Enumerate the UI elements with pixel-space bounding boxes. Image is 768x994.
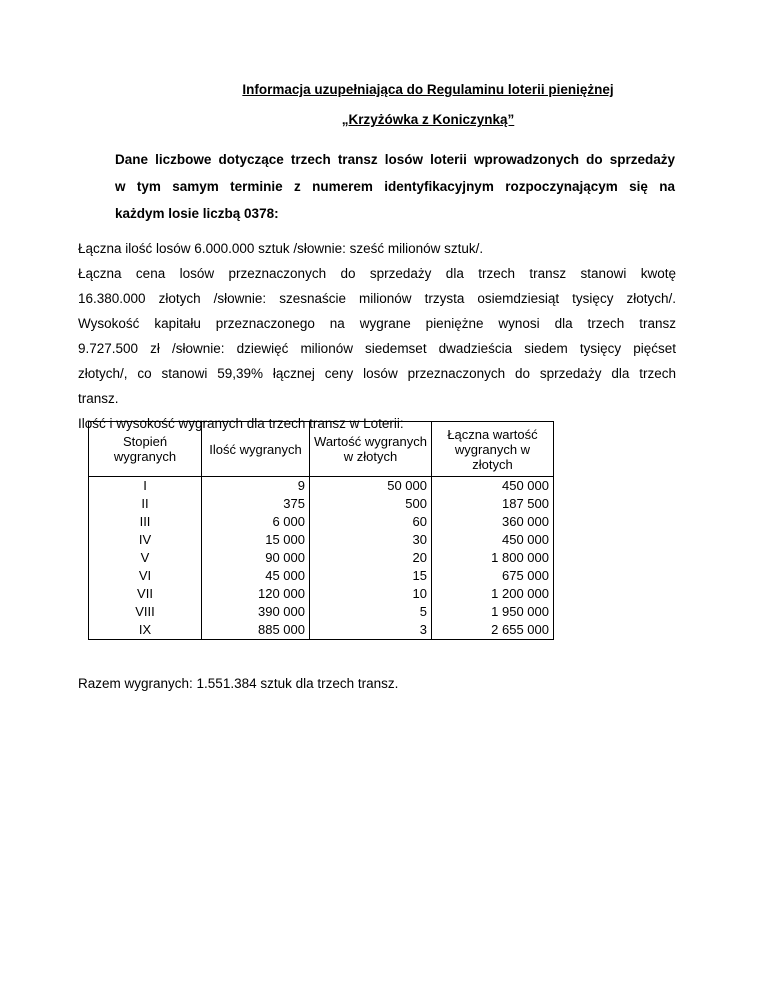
prize-level-cell: I (89, 477, 202, 496)
capital-line: Wysokość kapitału przeznaczonego na wygrane pieniężne wynosi dla trzech transz (78, 316, 676, 331)
prize-level-cell: IV (89, 531, 202, 549)
total-value-cell: 675 000 (432, 567, 554, 585)
total-value-cell: 1 950 000 (432, 603, 554, 621)
total-tickets-line: Łączna ilość losów 6.000.000 sztuk /słownie: sześć milionów sztuk/. (78, 241, 484, 256)
prize-value-cell: 15 (310, 567, 432, 585)
prize-count-cell: 9 (202, 477, 310, 496)
prize-count-cell: 6 000 (202, 513, 310, 531)
prize-level-cell: V (89, 549, 202, 567)
prize-level-cell: II (89, 495, 202, 513)
total-value-cell: 360 000 (432, 513, 554, 531)
intro-line: każdym losie liczbą 0378: (115, 206, 279, 221)
prize-count-cell: 885 000 (202, 621, 310, 640)
prize-value-cell: 500 (310, 495, 432, 513)
intro-line: w tym samym terminie z numerem identyfikacyjnym rozpoczynającym się na (115, 179, 675, 194)
prize-value-cell: 10 (310, 585, 432, 603)
prize-value-cell: 20 (310, 549, 432, 567)
prize-level-cell: VIII (89, 603, 202, 621)
price-line: 16.380.000 złotych /słownie: szesnaście milionów trzysta osiemdziesiąt tysięcy złotych/. (78, 291, 676, 306)
prize-value-cell: 30 (310, 531, 432, 549)
price-capital-paragraph (78, 261, 676, 436)
header-total-value: Łączna wartość wygranych w złotych (432, 422, 554, 477)
capital-line: 9.727.500 zł /słownie: dziewięć milionów siedemset dwadzieścia siedem tysięcy pięćset (78, 341, 676, 356)
table-intro: Ilość i wysokość wygranych dla trzech transz w Loterii: (78, 416, 404, 431)
prize-value-cell: 50 000 (310, 477, 432, 496)
header-prize-level: Stopień wygranych (89, 422, 202, 477)
prize-count-cell: 120 000 (202, 585, 310, 603)
capital-line: transz. (78, 391, 119, 406)
total-value-cell: 450 000 (432, 531, 554, 549)
prize-value-cell: 5 (310, 603, 432, 621)
prize-level-cell: III (89, 513, 202, 531)
prize-value-cell: 3 (310, 621, 432, 640)
document-title-text: Informacja uzupełniająca do Regulaminu loterii pieniężnej (242, 82, 614, 97)
total-tickets-paragraph (78, 236, 676, 261)
prize-count-cell: 45 000 (202, 567, 310, 585)
table-row (89, 549, 554, 567)
prize-count-cell: 90 000 (202, 549, 310, 567)
table-row (89, 513, 554, 531)
table-header-row (89, 422, 554, 477)
prize-level-cell: VI (89, 567, 202, 585)
header-prize-value: Wartość wygranych w złotych (310, 422, 432, 477)
table-row (89, 603, 554, 621)
price-line: Łączna cena losów przeznaczonych do sprzedaży dla trzech transz stanowi kwotę (78, 266, 676, 281)
prize-value-cell: 60 (310, 513, 432, 531)
prize-count-cell: 375 (202, 495, 310, 513)
lottery-name-text: „Krzyżówka z Koniczynką” (341, 112, 515, 127)
table-row (89, 477, 554, 496)
document-title (0, 82, 768, 97)
total-value-cell: 1 800 000 (432, 549, 554, 567)
prize-count-cell: 390 000 (202, 603, 310, 621)
prize-level-cell: IX (89, 621, 202, 640)
header-prize-count: Ilość wygranych (202, 422, 310, 477)
prizes-table-container (88, 421, 554, 640)
total-value-cell: 187 500 (432, 495, 554, 513)
table-row (89, 621, 554, 640)
table-row (89, 495, 554, 513)
table-row (89, 567, 554, 585)
lottery-name (0, 112, 768, 127)
table-row (89, 531, 554, 549)
intro-line: Dane liczbowe dotyczące trzech transz losów loterii wprowadzonych do sprzedaży (115, 152, 675, 167)
capital-line: złotych/, co stanowi 59,39% łącznej ceny losów przeznaczonych do sprzedaży dla trzech (78, 366, 676, 381)
prize-level-cell: VII (89, 585, 202, 603)
table-row (89, 585, 554, 603)
prizes-summary: Razem wygranych: 1.551.384 sztuk dla trzech transz. (78, 676, 399, 691)
intro-paragraph (115, 146, 675, 227)
total-value-cell: 2 655 000 (432, 621, 554, 640)
prize-count-cell: 15 000 (202, 531, 310, 549)
total-value-cell: 1 200 000 (432, 585, 554, 603)
total-value-cell: 450 000 (432, 477, 554, 496)
prizes-table (88, 421, 554, 640)
